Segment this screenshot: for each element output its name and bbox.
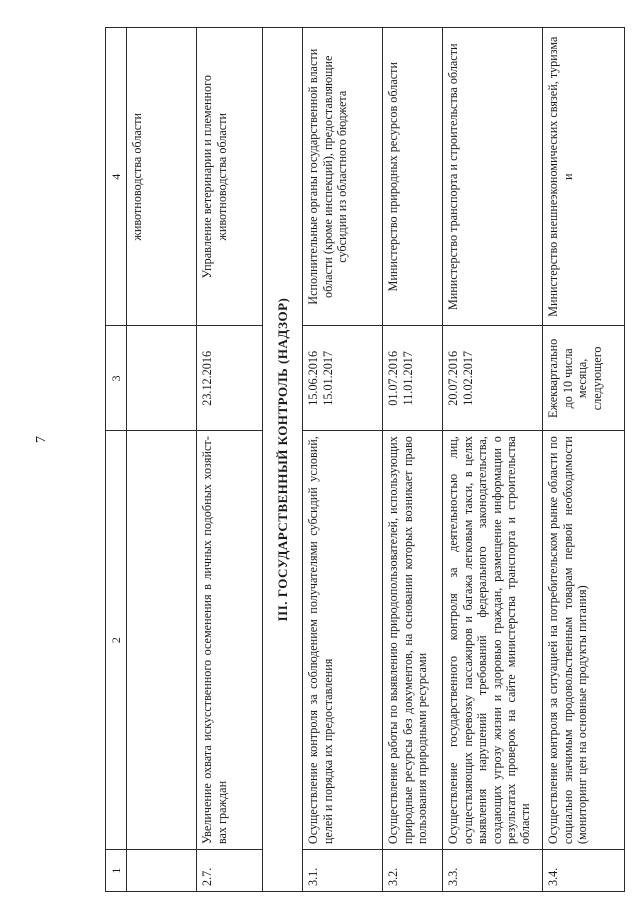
column-header: 3: [106, 326, 127, 431]
deadline-line: 11.01.2017: [400, 351, 415, 406]
row-description: Осуществление контроля за соблюдением получателями субсидий условий, целей и порядка их предоставления: [303, 431, 383, 850]
row-number: 3.4.: [543, 850, 625, 892]
plan-table: [105, 27, 625, 892]
table-row: [543, 28, 625, 892]
deadline-line: Ежеквартально до 10 числа месяца, следующего: [546, 338, 604, 418]
document-sheet: [105, 27, 625, 892]
deadline-line: 20.07.2016: [446, 350, 461, 406]
section-title: III. ГОСУДАРСТВЕННЫЙ КОНТРОЛЬ (НАДЗОР): [263, 28, 303, 892]
row-responsible: Министерство природных ресурсов области: [383, 28, 443, 326]
row-deadline: [543, 326, 625, 431]
column-header: 1: [106, 850, 127, 892]
row-deadline: [383, 326, 443, 431]
row-responsible: животноводства области: [127, 28, 197, 326]
table-row: [303, 28, 383, 892]
table-row: [197, 28, 263, 892]
row-responsible: Министерство внешнеэкономических связей, туризма и: [543, 28, 625, 326]
row-number: 3.1.: [303, 850, 383, 892]
row-description: Увеличение охвата искусственного осеменения в личных подобных хозяйст-вах граждан: [197, 431, 263, 850]
row-description: Осуществление работы по выявлению природопользователей, использующих природные ресурсы без документов, на основании которых возникает право пользования природными ресурсами: [383, 431, 443, 850]
column-header: 2: [106, 431, 127, 850]
section-heading-row: [263, 28, 303, 892]
page-number: 7: [34, 436, 49, 443]
row-responsible: Исполнительные органы государственной власти области (кроме инспекций), предоставляющие субсидии из областного бюджета: [303, 28, 383, 326]
table-row: [383, 28, 443, 892]
row-number: 3.2.: [383, 850, 443, 892]
row-description: Осуществление государственного контроля за деятельностью лиц, осуществляющих перевозку пассажиров и багажа легковым такси, в целях выявления нарушений требований федерального законодательства, создающих угрозу жизни и здоровью граждан, размещение информации о результатах проверок на сайте министерства транспорта и строительства области: [443, 431, 543, 850]
deadline-line: 15.01.2017: [320, 350, 335, 406]
row-number: [127, 850, 197, 892]
deadline-line: 10.02.2017: [460, 350, 475, 406]
table-row: [127, 28, 197, 892]
row-number: 2.7.: [197, 850, 263, 892]
row-deadline: [127, 326, 197, 431]
row-deadline: [303, 326, 383, 431]
row-deadline: [197, 326, 263, 431]
deadline-line: 01.07.2016: [386, 350, 401, 406]
table-row: [443, 28, 543, 892]
deadline-line: 15.06.2016: [306, 350, 321, 406]
row-description: [127, 431, 197, 850]
row-description: Осуществление контроля за ситуацией на потребительском рынке области по социально значимым продовольственным товарам первой необходимости (мониторинг цен на основные продукты питания): [543, 431, 625, 850]
deadline-line: 23.12.2016: [200, 350, 215, 406]
row-responsible: Управление ветеринарии и племенного животноводства области: [197, 28, 263, 326]
row-responsible: Министерство транспорта и строительства области: [443, 28, 543, 326]
column-header: 4: [106, 28, 127, 326]
table-header-row: [106, 28, 127, 892]
row-number: 3.3.: [443, 850, 543, 892]
row-deadline: [443, 326, 543, 431]
